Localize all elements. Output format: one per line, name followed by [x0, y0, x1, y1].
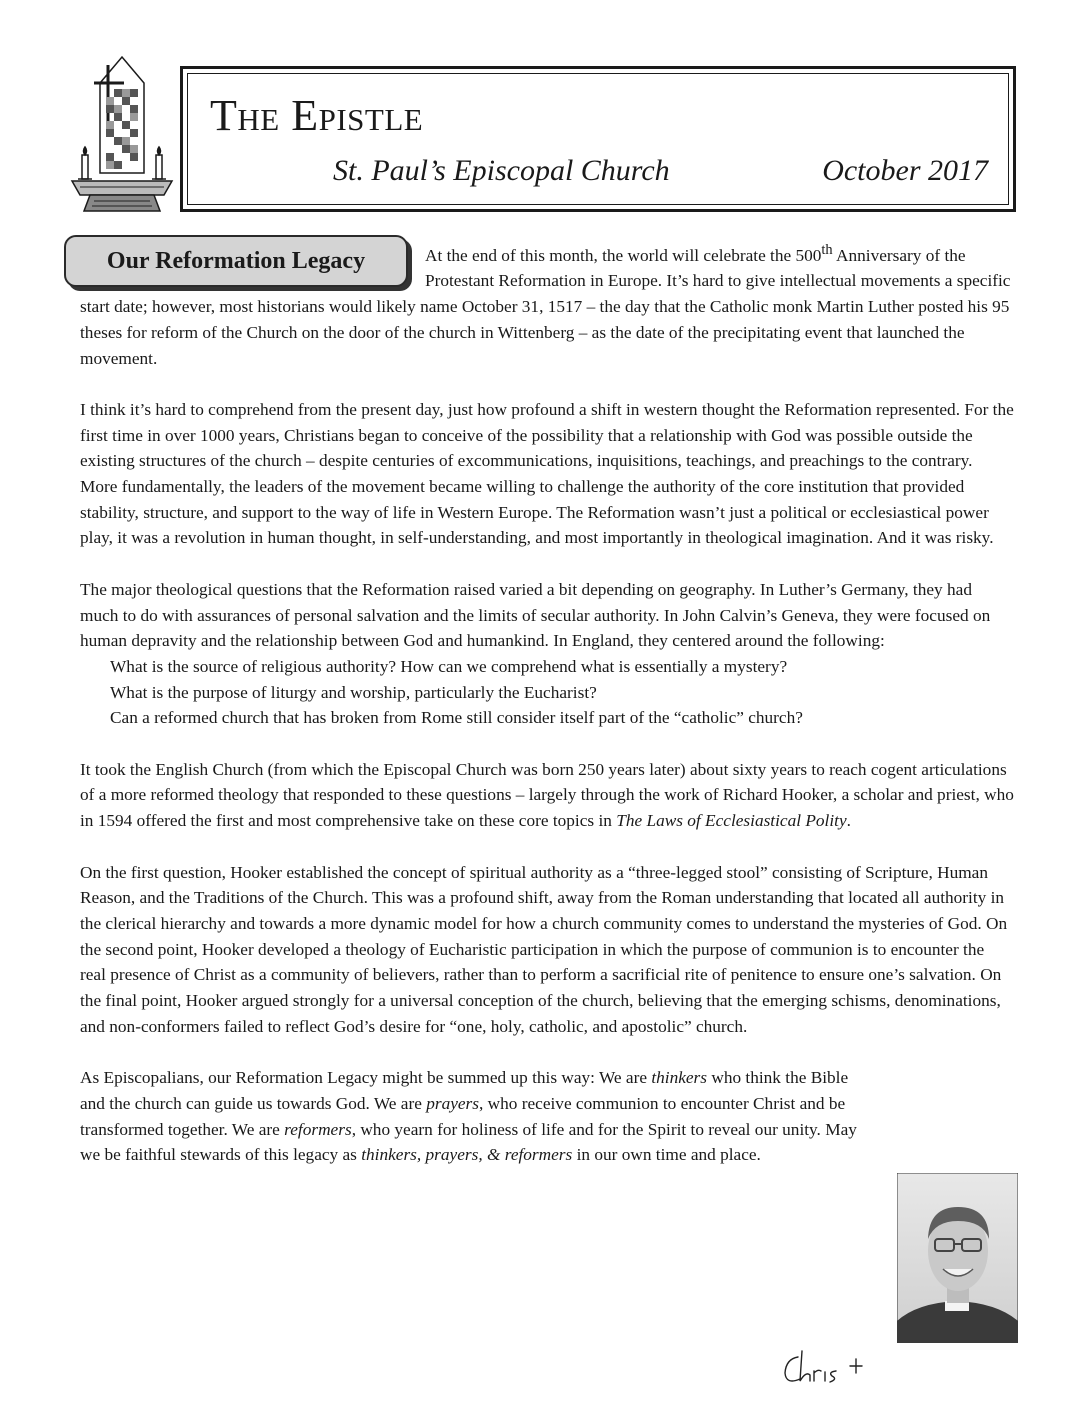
- legacy-text-g: , who yearn for holiness of life and for the Spirit to reveal our unity. May we be faithful stewards of this legacy as: [80, 1119, 857, 1165]
- handwritten-signature: [780, 1345, 870, 1390]
- issue-date: October 2017: [822, 154, 988, 187]
- question-item: Can a reformed church that has broken from Rome still consider itself part of the “catholic” church?: [110, 708, 803, 728]
- paragraph-hooker-end: .: [846, 811, 851, 831]
- ordinal-suffix: th: [821, 242, 833, 258]
- question-list: [80, 654, 1014, 731]
- paragraph-intro-rest: Anniversary of the Protestant Reformation in Europe. It’s hard to give intellectual movements a specific start date; however, most historians would likely name October 31, 1517 – the day that the Catholic monk Martin Luther posted his 95 theses for reform of the Church on the door of the church in Wittenberg – as the date of the precipitating event that launched the movement.: [80, 245, 1011, 368]
- legacy-em-triple: thinkers, prayers, & reformers: [361, 1145, 573, 1165]
- author-portrait-photo: [897, 1173, 1018, 1343]
- legacy-text-e: , who receive communion to encounter Christ and be transformed together. We are: [80, 1093, 846, 1139]
- paragraph-hooker-text: It took the English Church (from which the Episcopal Church was born 250 years later) about sixty years to reach cogent articulations of a more reformed theology that responded to these questions – largely through the work of Richard Hooker, a scholar and priest, who in 1594 offered the first and most comprehensive take on these core topics in: [80, 759, 1014, 831]
- paragraph-hooker: [80, 757, 1014, 834]
- legacy-em-reformers: reformers: [284, 1119, 352, 1139]
- legacy-text-i: in our own time and place.: [572, 1145, 761, 1165]
- book-title: The Laws of Ecclesiastical Polity: [616, 811, 847, 831]
- legacy-text-a: As Episcopalians, our Reformation Legacy might be summed up this way: We are: [80, 1068, 652, 1088]
- paragraph-intro-start: At the end of this month, the world will celebrate the 500: [425, 245, 822, 265]
- legacy-em-prayers: prayers: [426, 1093, 480, 1113]
- paragraph-three-points: On the first question, Hooker established the concept of spiritual authority as a “three-legged stool” consisting of Scripture, Human Reason, and the Traditions of the Church. This was a profound shift, away from the Roman understanding that located all authority in the clerical hierarchy and towards a more dynamic model for how a church community comes to understand the mysteries of God. On the second point, Hooker developed a theology of Eucharistic participation in which the purpose of communion is to encounter the real presence of Christ as a community of believers, rather than to perform a sacrificial rite of penitence to ensure one’s salvation. On the final point, Hooker argued strongly for a universal conception of the church, believing that the emerging schisms, denominations, and non-conformers failed to reflect God’s desire for “one, holy, catholic, and apostolic” church.: [80, 862, 1008, 1036]
- article-body: [80, 238, 1014, 1195]
- legacy-em-thinkers: thinkers: [651, 1068, 708, 1088]
- masthead: [180, 66, 1016, 212]
- legacy-text-c: who think the Bible and the church can guide us towards God. We are: [80, 1068, 849, 1113]
- paragraph-shift: I think it’s hard to comprehend from the present day, just how profound a shift in western thought the Reformation represented. For the first time in over 1000 years, Christians began to conceive of the possibility that a relationship with God was possible outside the existing structures of the church – despite centuries of excommunications, inquisitions, teachings, and preachings to the contrary. More fundamentally, the leaders of the movement became willing to challenge the authority of the core institution that provided stability, structure, and support to the way of life in Western Europe. The Reformation wasn’t just a political or ecclesiastical power play, it was a revolution in human thought, in self-understanding, and most importantly in theological imagination. And it was risky.: [80, 399, 1014, 548]
- newsletter-title: The Epistle: [210, 91, 424, 140]
- paragraph-questions-intro: The major theological questions that the Reformation raised varied a bit depending on geography. In Luther’s Germany, they had much to do with assurances of personal salvation and the limits of secular authority. In John Calvin’s Geneva, they were focused on human depravity and the relationship between God and humankind. In England, they centered around the following:: [80, 579, 991, 651]
- paragraph-legacy: [80, 1065, 1014, 1168]
- heading-spacer: [80, 238, 425, 288]
- article-heading: Our Reformation Legacy: [64, 235, 408, 287]
- church-window-altar-logo-icon: [68, 55, 176, 215]
- question-item: What is the source of religious authority? How can we comprehend what is essentially a mystery?: [110, 656, 788, 676]
- masthead-inner-frame: [187, 73, 1009, 205]
- question-item: What is the purpose of liturgy and worship, particularly the Eucharist?: [110, 682, 597, 702]
- church-name: St. Paul’s Episcopal Church: [333, 154, 670, 187]
